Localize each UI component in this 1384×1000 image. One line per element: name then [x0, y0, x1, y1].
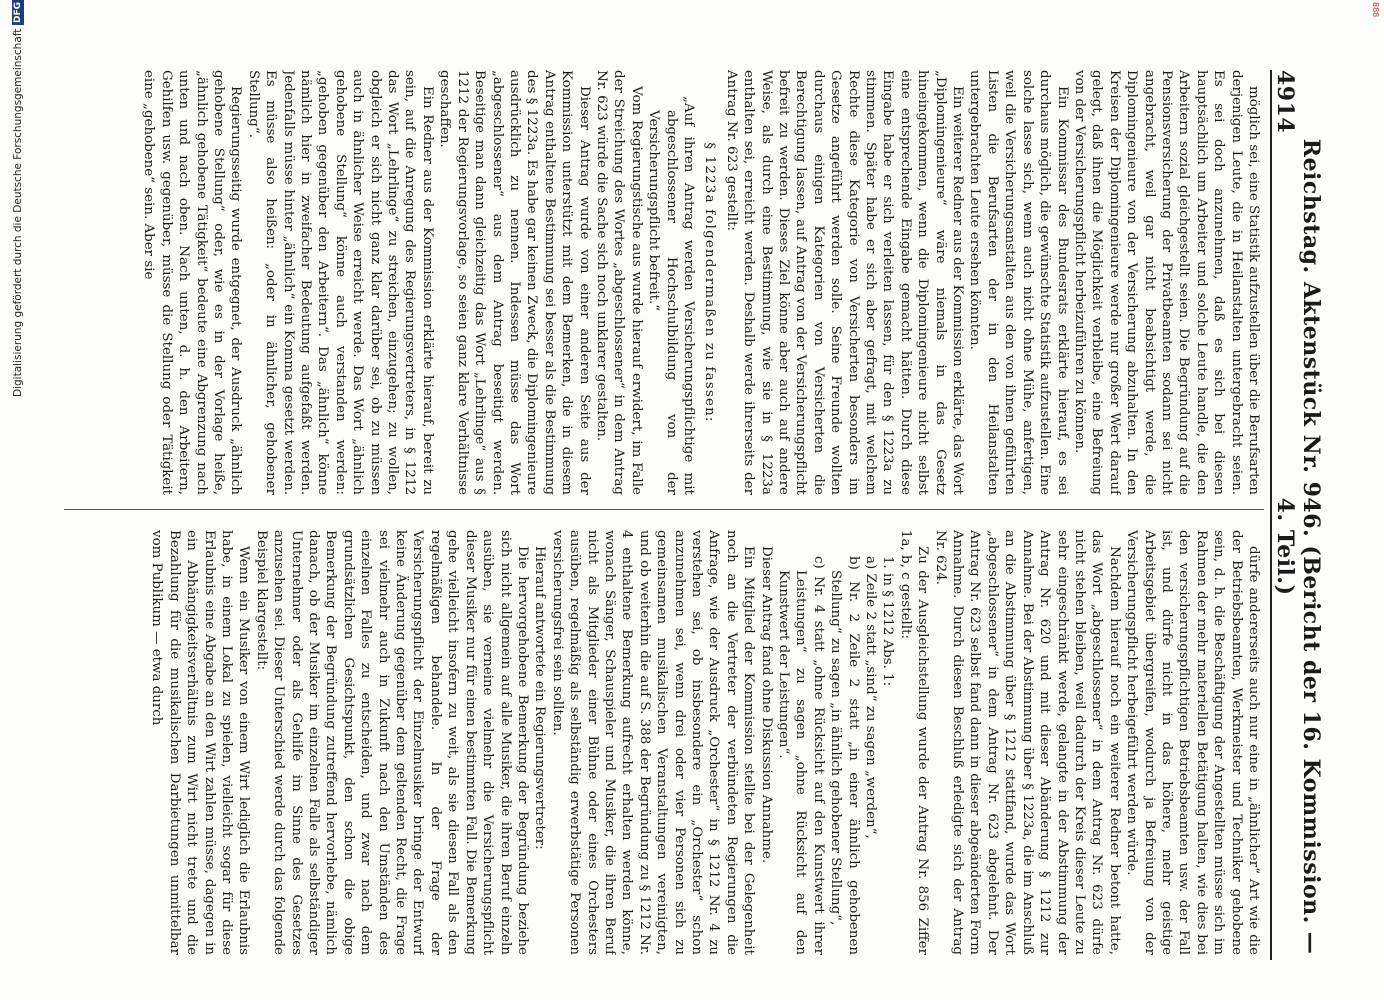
- right-column: [62, 530, 1262, 955]
- paragraph: Hierauf antwortete ein Regierungsvertreter:: [532, 546, 548, 850]
- paragraph: möglich sei, eine Statistik aufzustellen über die Berufsarten derjenigen Leute, die in Heilanstalten untergebracht seien. Es sei doch anzunehmen, daß es sich bei diesen hauptsächlich um Arbeiter und solche Leute handle, die den Arbeitern sozial gleichgestellt seien. Die Begründung auf die Pensionsversicherung der Privatbeamten sodann sei nicht angebracht, weil gar nicht beabsichtigt werde, die Diplomingenieure von der Versicherung abzuhalten. In den Kreisen der Diplomingenieure werde nur großer Wert darauf gelegt, daß ihnen die Möglichkeit verbleibe, eine Befreiung von der Versicherungspflicht herbeizuführen zu können.: [1071, 70, 1261, 495]
- paragraph: Nachdem hierauf noch ein weiterer Redner betont hatte, das Wort „abgeschlossener“ in dem Antrag Nr. 623 dürfe nicht stehen bleiben, weil dadurch der Kreis dieser Leute zu sehr eingeschränkt werde, gelangte in der Abstimmung der Antrag Nr. 620 und mit dieser Abänderung § 1212 zur Annahme. Bei der Abstimmung über § 1223a, die im Anschluß an die Abstimmung über § 1212 stattfand, wurde das Wort „abgeschlossener“ in dem Antrag Nr. 623 abgelehnt. Der Antrag Nr. 623 selbst fand dann in dieser abgeänderten Form Annahme. Durch diesen Beschluß erledigte sich der Antrag Nr. 624.: [932, 530, 1122, 955]
- running-title: Reichstag. Aktenstück Nr. 946. (Bericht der 16. Kommission. — 4. Teil.): [1272, 138, 1324, 955]
- indented-clause: 1. in § 1212 Abs. 1:: [880, 556, 896, 687]
- indented-clause: b) Nr. 2 Zeile 2 statt „in einer ähnlich gehobenen Stellung“ zu sagen „in ähnlich gehobener Stellung“,: [828, 556, 861, 955]
- paragraph: Ein Redner aus der Kommission erklärte hierauf, bereit zu sein, auf die Anregung des Regierungsvertreters, in § 1212 das Wort „Lehrlinge“ zu streichen, einzugehen; zu wollen, obgleich er sich nicht ganz klar darüber sei, ob zu müssen auch in ähnlicher Weise erreicht werde. Das Wort „ähnlich gehobene Stellung“ könne auch verstanden werden: „gehoben gegenüber den Arbeitern“. Das „ähnlich“ könne nämlich hier in zweifacher Bedeutung aufgefaßt werden. Jedenfalls müsse hinter „ähnlich“ ein Komma gesetzt werden. Es müsse also heißen: „oder in ähnlicher, gehobener Stellung“.: [245, 70, 435, 495]
- paragraph: Die hervorgehobene Bemerkung der Begründung beziehe sich nicht allgemein auf alle Musiker, die ihren Beruf einzeln ausüben, sie verneine vielmehr die Versicherungspflicht dieser Musiker nur für einen bestimmten Fall. Die Bemerkung gehe vielleicht insofern zu weit, als sie diesen Fall als den regelmäßigen behandele. In der Frage der Versicherungspflicht der Einzelmusiker bringe der Entwurf keine Änderung gegenüber dem geltenden Recht, die Frage sei vielmehr auch in Zukunft nach den Umständen des einzelnen Falles zu entscheiden, und zwar nach dem grundsätzlichen Gesichtspunkt, den schon die obige Bemerkung der Begründung zutreffend hervorhebe, nämlich danach, ob der Musiker im einzelnen Falle als selbständiger Unternehmer oder als Gehilfe im Sinne des Gesetzes anzusehen sei. Dieser Unterschied werde durch das folgende Beispiel klargestellt:: [253, 530, 530, 955]
- paragraph: dürfe andererseits auch nur eine in „ähnlicher“ Art wie die der Betriebsbeamten, Werkmeister und Techniker gehobene sein, d. h. die Beschäftigung der Angestellten müsse sich im Rahmen der mehr materiellen Betätigung halten, wie dies bei den versicherungspflichtigen Betriebsbeamten usw. der Fall ist, und dürfe nicht in das höhere, mehr geistige Arbeitsgebiet übergreifen, wodurch ja Befreiung von der Versicherungspflicht herbeigeführt werden würde.: [1124, 530, 1261, 955]
- left-column: [62, 70, 1262, 495]
- indented-clause: a) Zeile 2 statt „sind“ zu sagen „werden“,: [863, 556, 879, 839]
- paragraph: Zu der Ausgleichstellung wurde der Antrag Nr. 856 Ziffer 1a, b, c gestellt:: [897, 530, 931, 955]
- paragraph: Dieser Antrag fand ohne Diskussion Annahme.: [758, 546, 774, 864]
- paragraph: Vom Regierungstische aus wurde hierauf erwidert, im Falle der Streichung des Wortes „abgeschlossener“ in dem Antrag Nr. 623 würde die Sache sich noch unklarer gestalten.: [593, 70, 644, 495]
- page-header: [1270, 70, 1324, 960]
- section-heading: § 1223a folgendermaßen zu fassen:: [702, 142, 718, 423]
- page-number: 4914: [1272, 70, 1298, 134]
- paragraph: Ein Kommissar des Bundesrats erklärte hierauf, es sei durchaus möglich, die gewünschte Statistik aufzustellen. Eine solche lasse sich, wenn auch nicht ohne Mühe, anfertigen, weil die Versicherungsanstalten aus den von ihnen geführten Listen die Berufsarten der in den Heilanstalten untergebrachten Leute ersehen könnten.: [967, 70, 1070, 495]
- paragraph: Dieser Antrag wurde von einer anderen Seite aus der Kommission unterstützt mit dem Bemerken, die in diesem Antrag enthaltene Bestimmung sei besser als die Bestimmung des § 1223a. Es habe gar keinen Zweck, die Diplomingenieure ausdrücklich zu nennen. Indessen müsse das Wort „abgeschlossener“ aus dem Antrag beseitigt werden. Beseitige man dann gleichzeitig das Wort „Lehrlinge“ aus § 1212 der Regierungsvorlage, so seien ganz klare Verhältnisse geschaffen.: [437, 70, 592, 495]
- paragraph: Wenn ein Musiker von einem Wirt lediglich die Erlaubnis habe, in einem Lokal zu spielen, vielleicht sogar für diese Erlaubnis eine Abgabe an den Wirt zahlen müsse, dagegen in ein Abhängigkeitsverhältnis zum Wirt nicht trete und die Bezahlung für die musikalischen Darbietungen unmittelbar vom Publikum — etwa durch: [149, 530, 252, 955]
- corner-code: 888: [1371, 2, 1380, 18]
- credit-text: Digitalisierung gefördert durch die Deutsche Forschungsgemeinschaft: [12, 29, 24, 398]
- indented-clause: „Auf ihren Antrag werden Versicherungspflichtige mit abgeschlossener Hochschulbildung von der Versicherungspflicht befreit.“: [646, 96, 696, 495]
- digitization-credit: [10, 0, 26, 1000]
- indented-clause: c) Nr. 4 statt „ohne Rücksicht auf den Kunstwert ihrer Leistungen“ zu sagen „ohne Rücksicht auf den Kunstwert der Leistungen“.: [776, 556, 826, 955]
- dfg-logo: DFG: [13, 2, 23, 24]
- column-divider: [64, 509, 1264, 510]
- paragraph: Ein weiterer Redner aus der Kommission erklärte, das Wort „Diplomingenieure“ wäre niemals in das Gesetz hineingekommen, wenn die Diplomingenieure nicht selbst eine entsprechende Eingabe gemacht hätten. Durch diese Eingabe habe er sich verleiten lassen, für den § 1223a zu stimmen. Später habe er sich aber gefragt, mit welchem Rechte diese Kategorie von Versicherten besonders im Gesetze angeführt werden solle. Seine Freunde wollten durchaus einigen Kategorien von Versicherten die Berechtigung lassen, auf Antrag von der Versicherungspflicht befreit zu werden. Dieses Ziel könne aber auch auf andere Weise, als durch eine Bestimmung, wie sie in § 1223a enthalten sei, erreicht werden. Deshalb werde ihrerseits der Antrag Nr. 623 gestellt:: [723, 70, 966, 495]
- paragraph: Regierungsseitig wurde entgegnet, der Ausdruck „ähnlich gehobene Stellung“ oder, wie es in der Vorlage heiße, „ähnlich gehobene Tätigkeit“ bedeute eine Abgrenzung nach unten und nach oben. Nach unten, d. h. den Arbeitern, Gehilfen usw. gegenüber, müsse die Stellung oder Tätigkeit eine „gehobene“ sein. Aber sie: [141, 70, 244, 495]
- paragraph: Ein Mitglied der Kommission stellte bei der Gelegenheit noch an die Vertreter der verbündeten Regierungen die Anfrage, wie der Ausdruck „Orchester“ in § 1212 Nr. 4 zu verstehen sei, ob insbesondere ein „Orchester“ schon anzunehmen sei, wenn drei oder vier Personen sich zu gemeinsamen musikalischen Veranstaltungen vereinigten, und ob weiterhin die auf S. 388 der Begründung zu § 1212 Nr. 4 enthaltene Bemerkung aufrecht erhalten werden könne, wonach Sänger, Schauspieler und Musiker, die ihren Beruf nicht als Mitglieder einer Bühne oder eines Orchesters ausüben, regelmäßig als selbständig erwerbstätige Personen versicherungsfrei sein sollten.: [549, 530, 757, 955]
